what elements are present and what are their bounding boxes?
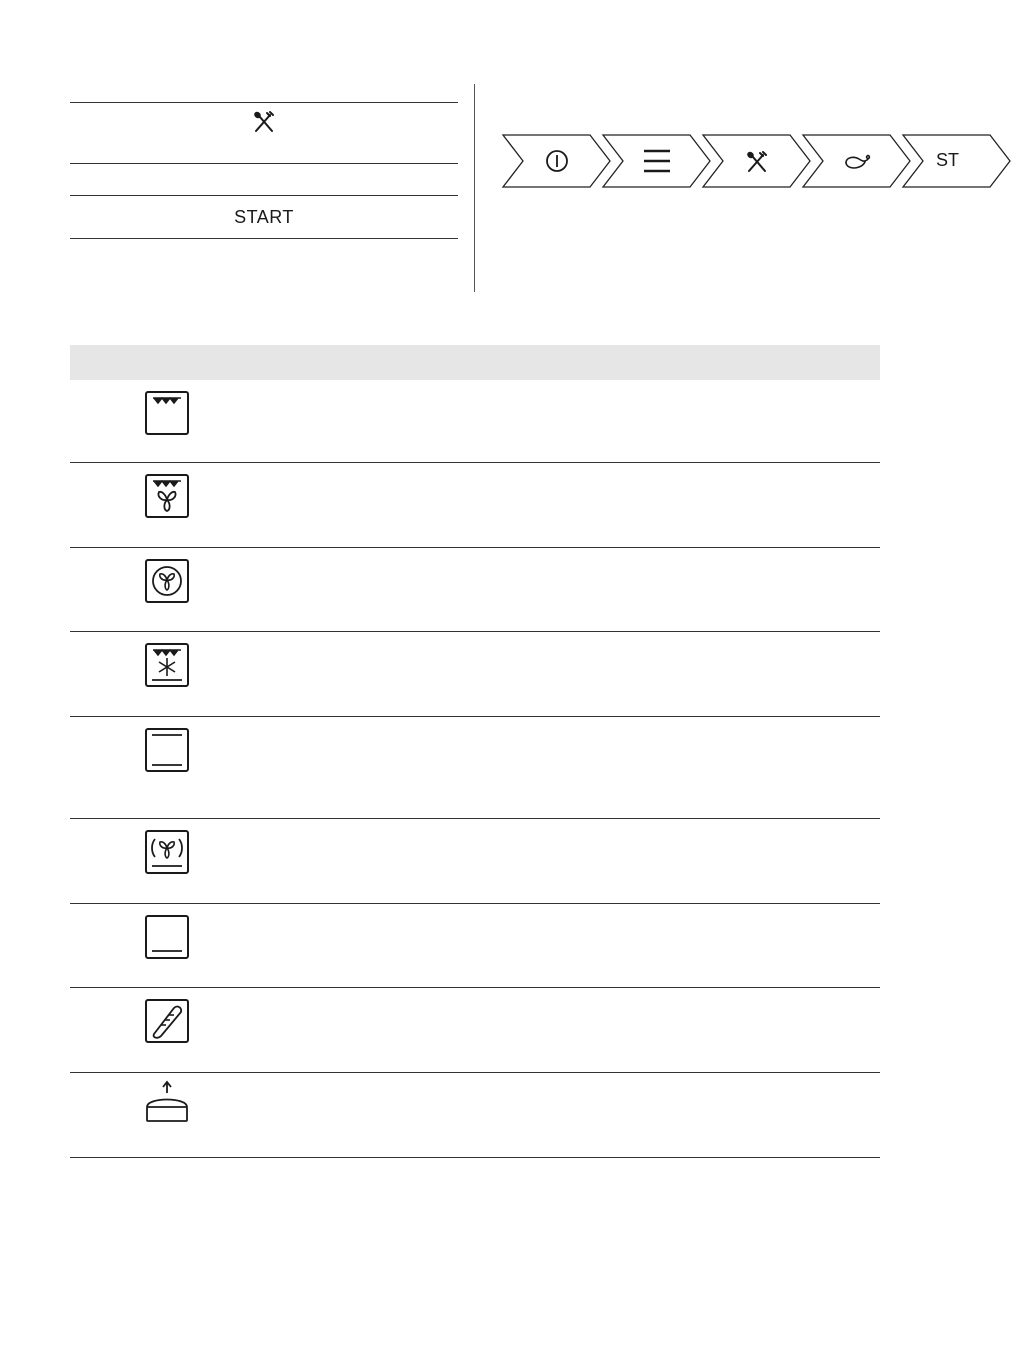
table-row	[70, 632, 880, 717]
table-header	[70, 345, 880, 380]
table-row	[70, 1073, 880, 1158]
step-row-cutlery	[70, 102, 458, 163]
oven-function-table	[70, 345, 880, 1158]
top-heat-fan-icon	[144, 473, 190, 519]
top-heat-icon	[144, 390, 190, 436]
table-row	[70, 819, 880, 904]
flow-step-start	[902, 134, 1012, 188]
power-icon	[542, 148, 572, 174]
table-row	[70, 548, 880, 632]
table-row	[70, 988, 880, 1073]
bottom-heat-icon	[144, 914, 190, 960]
menu-icon	[642, 148, 672, 174]
step-table	[70, 102, 458, 239]
flow-step-cutlery	[702, 134, 812, 188]
table-row	[70, 463, 880, 548]
step-row-empty	[70, 163, 458, 195]
step-row-start	[70, 195, 458, 239]
cutlery-icon	[742, 148, 772, 174]
vertical-divider	[474, 84, 475, 292]
flow-step-menu	[602, 134, 712, 188]
chicken-icon	[842, 148, 872, 174]
table-row	[70, 717, 880, 819]
cutlery-icon	[251, 109, 277, 135]
table-row	[70, 380, 880, 463]
top-heat-defrost-icon	[144, 642, 190, 688]
flow-step-chicken	[802, 134, 912, 188]
flow-start-label: ST	[936, 150, 960, 170]
top-bottom-heat-icon	[144, 727, 190, 773]
dough-proving-icon	[144, 1079, 190, 1125]
table-row	[70, 904, 880, 988]
procedure-flow	[502, 134, 960, 188]
fan-ring-icon	[144, 558, 190, 604]
bread-icon	[144, 998, 190, 1044]
flow-step-power	[502, 134, 612, 188]
start-label: START	[234, 206, 294, 227]
fan-bottom-heat-icon	[144, 829, 190, 875]
